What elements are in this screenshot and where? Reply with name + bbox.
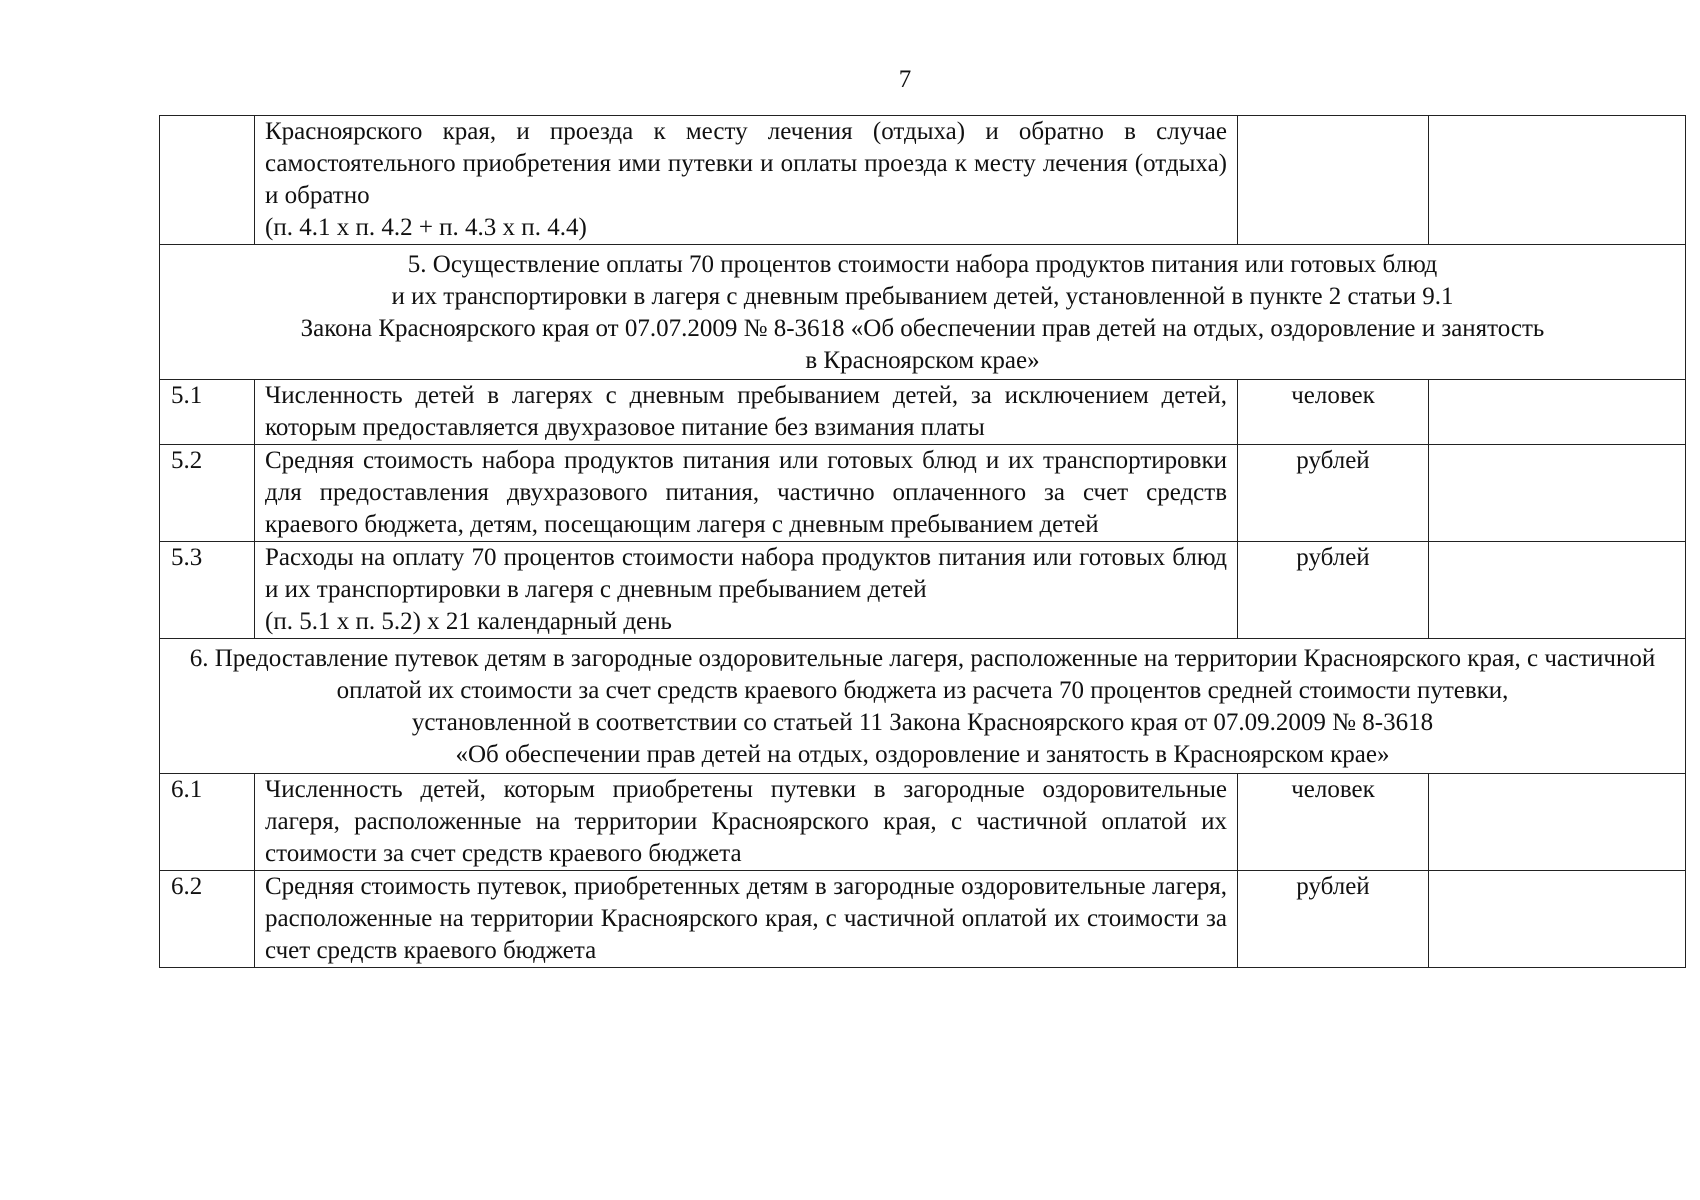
row-description — [255, 871, 1238, 968]
section-header-row — [160, 639, 1686, 774]
row-number: 5.1 — [160, 380, 255, 445]
description-text: Средняя стоимость путевок, приобретенных детям в загородные оздоровительные лагеря, расположенные на территории Красноярского края, с частичной оплатой их стоимости за счет средств краевого бюджета — [265, 873, 1227, 964]
row-unit: человек — [1238, 380, 1429, 445]
row-value-cell — [1429, 871, 1686, 968]
table-row-6-2 — [160, 871, 1686, 968]
section-heading-line: «Об обеспечении прав детей на отдых, оздоровление и занятость в Красноярском крае» — [455, 741, 1390, 768]
row-number: 6.2 — [160, 871, 255, 968]
section-heading-line: Закона Красноярского края от 07.07.2009 № 8-3618 «Об обеспечении прав детей на отдых, оздоровление и занятость — [300, 315, 1545, 342]
section-5-heading — [160, 245, 1686, 380]
section-heading-line: 6. Предоставление путевок детям в загородные оздоровительные лагеря, расположенные на территории Красноярского края, с частичной оплатой их стоимости за счет средств краевого бюджета из расчета 70 процентов средней стоимости путевки, — [189, 645, 1656, 704]
row-unit: рублей — [1238, 871, 1429, 968]
row-value-cell — [1429, 116, 1686, 245]
indicators-table — [159, 115, 1686, 968]
section-header-row — [160, 245, 1686, 380]
row-value-cell — [1429, 445, 1686, 542]
description-text: Красноярского края, и проезда к месту лечения (отдыха) и обратно в случае самостоятельного приобретения ими путевки и оплаты проезда к месту лечения (отдыха) и обратно — [265, 118, 1227, 209]
section-heading-line: в Красноярском крае» — [805, 347, 1040, 374]
page-number: 7 — [898, 66, 912, 93]
row-number: 5.2 — [160, 445, 255, 542]
formula-text: (п. 4.1 х п. 4.2 + п. 4.3 х п. 4.4) — [265, 214, 587, 241]
row-description — [255, 774, 1238, 871]
table-row-5-3 — [160, 542, 1686, 639]
description-text: Средняя стоимость набора продуктов питания или готовых блюд и их транспортировки для предоставления двухразового питания, частично оплаченного за счет средств краевого бюджета, детям, посещающим лагеря с дневным пребыванием детей — [265, 447, 1227, 538]
row-description — [255, 380, 1238, 445]
description-text: Численность детей, которым приобретены путевки в загородные оздоровительные лагеря, расположенные на территории Красноярского края, с частичной оплатой их стоимости за счет средств краевого бюджета — [265, 776, 1227, 867]
row-unit: человек — [1238, 774, 1429, 871]
row-description — [255, 542, 1238, 639]
description-text: Численность детей в лагерях с дневным пребыванием детей, за исключением детей, которым предоставляется двухразовое питание без взимания платы — [265, 382, 1227, 441]
row-number — [160, 116, 255, 245]
table-row-6-1 — [160, 774, 1686, 871]
row-unit: рублей — [1238, 445, 1429, 542]
section-heading-line: установленной в соответствии со статьей 11 Закона Красноярского края от 07.09.2009 № 8-3618 — [411, 709, 1434, 736]
section-heading-line: и их транспортировки в лагеря с дневным пребыванием детей, установленной в пункте 2 статьи 9.1 — [391, 283, 1454, 310]
table-row-continuation — [160, 116, 1686, 245]
table-row-5-2 — [160, 445, 1686, 542]
section-heading-line: 5. Осуществление оплаты 70 процентов стоимости набора продуктов питания или готовых блюд — [407, 251, 1438, 278]
table-row-5-1 — [160, 380, 1686, 445]
row-value-cell — [1429, 542, 1686, 639]
row-description — [255, 445, 1238, 542]
row-value-cell — [1429, 380, 1686, 445]
row-unit: рублей — [1238, 542, 1429, 639]
section-6-heading — [160, 639, 1686, 774]
row-value-cell — [1429, 774, 1686, 871]
row-number: 5.3 — [160, 542, 255, 639]
row-number: 6.1 — [160, 774, 255, 871]
row-description — [255, 116, 1238, 245]
row-unit — [1238, 116, 1429, 245]
description-text: Расходы на оплату 70 процентов стоимости набора продуктов питания или готовых блюд и их транспортировки в лагеря с дневным пребыванием детей — [265, 544, 1227, 603]
formula-text: (п. 5.1 х п. 5.2) х 21 календарный день — [265, 608, 672, 635]
